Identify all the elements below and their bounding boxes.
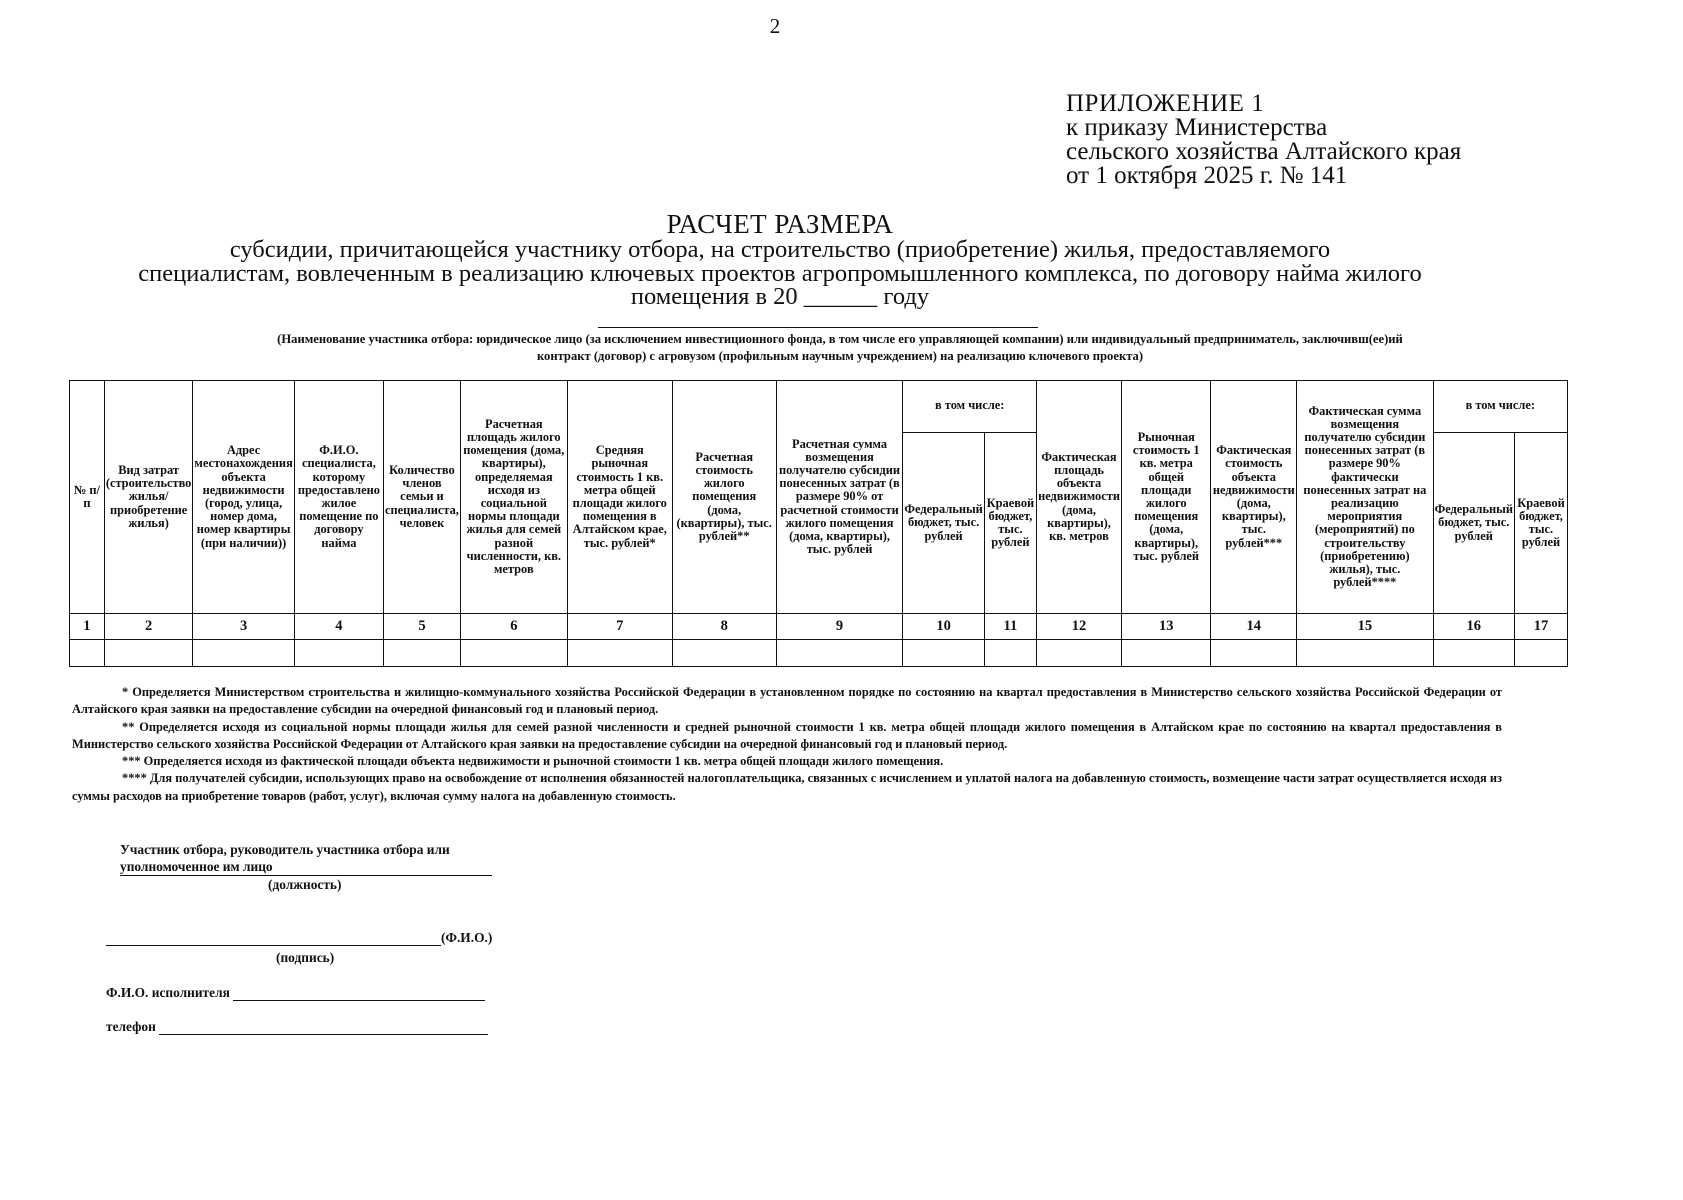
header-cell-16: Федеральный бюджет, тыс. рублей xyxy=(1433,433,1514,614)
header-cell-14: Фактическая стоимость объекта недвижимости (дома, квартиры), тыс. рублей*** xyxy=(1211,381,1297,614)
column-number: 15 xyxy=(1297,614,1433,640)
column-number: 9 xyxy=(776,614,903,640)
column-number: 8 xyxy=(672,614,776,640)
fio-row xyxy=(106,930,492,946)
table-cell xyxy=(1297,640,1433,667)
column-number: 5 xyxy=(384,614,461,640)
table-cell xyxy=(294,640,383,667)
document-title-line-3: помещения в 20 ______ году xyxy=(630,283,930,310)
phone-row xyxy=(106,1019,488,1035)
header-cell-9: Расчетная сумма возмещения получателю субсидии понесенных затрат (в размере 90% от расчетной стоимости жилого помещения (дома, квартиры), тыс. рублей xyxy=(776,381,903,614)
participant-name-line xyxy=(598,327,1038,328)
table-cell xyxy=(672,640,776,667)
document-title-main: РАСЧЕТ РАЗМЕРА xyxy=(666,209,894,239)
column-number: 13 xyxy=(1122,614,1211,640)
position-line xyxy=(120,859,492,876)
table-cell xyxy=(567,640,672,667)
header-cell-5: Количество членов семьи и специалиста, человек xyxy=(384,381,461,614)
column-number: 10 xyxy=(903,614,984,640)
table-cell xyxy=(1433,640,1514,667)
table-cell xyxy=(193,640,294,667)
column-number: 16 xyxy=(1433,614,1514,640)
participant-label-line-2-text: уполномоченное им лицо xyxy=(120,859,273,874)
table-cell xyxy=(984,640,1036,667)
header-cell-7: Средняя рыночная стоимость 1 кв. метра общей площади жилого помещения в Алтайском крае, тыс. рублей* xyxy=(567,381,672,614)
table-cell xyxy=(384,640,461,667)
footnotes xyxy=(72,684,1502,805)
header-cell-1: № п/п xyxy=(70,381,105,614)
subsidy-calculation-table xyxy=(69,380,1568,667)
column-number: 7 xyxy=(567,614,672,640)
column-number: 6 xyxy=(460,614,567,640)
footnote-4: **** Для получателей субсидии, использующих право на освобождение от исполнения обязанностей налогоплательщика, связанных с исчислением и уплатой налога на добавленную стоимость, возмещение части затрат осуществляется исходя из суммы расходов на приобретение товаров (работ, услуг), включая сумму налога на добавленную стоимость. xyxy=(72,771,1502,803)
header-group-including-1: в том числе: xyxy=(903,381,1037,433)
appendix-title: ПРИЛОЖЕНИЕ 1 xyxy=(1066,90,1265,117)
header-cell-4: Ф.И.О. специалиста, которому предоставлено жилое помещение по договору найма xyxy=(294,381,383,614)
participant-label-line-2 xyxy=(120,859,492,876)
document-title-line-2: специалистам, вовлеченным в реализацию ключевых проектов агропромышленного комплекса, по договору найма жилого xyxy=(138,259,1422,287)
table-cell xyxy=(70,640,105,667)
footnote-1: * Определяется Министерством строительства и жилищно-коммунального хозяйства Российской Федерации в установленном порядке по состоянию на квартал предоставления в Министерство сельского хозяйства Российской Федерации от Алтайского края заявки на предоставление субсидии на очередной финансовый год и плановый период. xyxy=(72,685,1502,717)
header-cell-6: Расчетная площадь жилого помещения (дома, квартиры), определяемая исходя из социальной нормы площади жилья для семей разной численности, кв. метров xyxy=(460,381,567,614)
fio-line xyxy=(106,931,441,946)
table-header-row xyxy=(70,381,1568,433)
executor-row xyxy=(106,985,485,1001)
participant-label-line-1: Участник отбора, руководитель участника отбора или xyxy=(120,842,450,857)
header-group-including-2: в том числе: xyxy=(1433,381,1567,433)
footnote-2: ** Определяется исходя из социальной нормы площади жилья для семей разной численности и средней рыночной стоимости 1 кв. метра общей площади жилого помещения в Алтайском крае по состоянию на квартал предоставления в Министерство сельского хозяйства Российской Федерации от Алтайского края заявки на предоставление субсидии на очередной финансовый год и плановый период. xyxy=(72,719,1502,751)
table-cell xyxy=(104,640,193,667)
participant-note-line-1: (Наименование участника отбора: юридическое лицо (за исключением инвестиционного фонда, в том числе его управляющей компании) или индивидуальный предприниматель, заключивш(ее)ий xyxy=(277,332,1403,346)
document-title-line-1: субсидии, причитающейся участнику отбора, на строительство (приобретение) жилья, предоставляемого xyxy=(229,236,1331,263)
header-cell-17: Краевой бюджет, тыс. рублей xyxy=(1514,433,1567,614)
participant-note xyxy=(150,331,1530,365)
column-number: 4 xyxy=(294,614,383,640)
fio-caption: (Ф.И.О.) xyxy=(441,930,493,945)
appendix-block xyxy=(1066,92,1461,188)
column-number: 14 xyxy=(1211,614,1297,640)
appendix-line-2: сельского хозяйства Алтайского края xyxy=(1066,138,1462,165)
document-title xyxy=(60,210,1500,309)
table-cell xyxy=(1211,640,1297,667)
executor-label: Ф.И.О. исполнителя xyxy=(106,985,230,1000)
column-number-row xyxy=(70,614,1568,640)
table-cell xyxy=(460,640,567,667)
table-cell xyxy=(1514,640,1567,667)
appendix-line-1: к приказу Министерства xyxy=(1066,114,1328,141)
participant-note-line-2: контракт (договор) с агровузом (профильным научным учреждением) на реализацию ключевого проекта) xyxy=(536,349,1144,363)
header-cell-12: Фактическая площадь объекта недвижимости (дома, квартиры), кв. метров xyxy=(1037,381,1122,614)
column-number: 12 xyxy=(1037,614,1122,640)
header-cell-8: Расчетная стоимость жилого помещения (дома, (квартиры), тыс. рублей** xyxy=(672,381,776,614)
column-number: 3 xyxy=(193,614,294,640)
phone-line xyxy=(159,1020,488,1035)
table-cell xyxy=(1122,640,1211,667)
position-caption: (должность) xyxy=(268,877,342,892)
header-cell-10: Федеральный бюджет, тыс. рублей xyxy=(903,433,984,614)
header-cell-3: Адрес местонахождения объекта недвижимости (город, улица, номер дома, номер квартиры (при наличии)) xyxy=(193,381,294,614)
column-number: 11 xyxy=(984,614,1036,640)
header-cell-13: Рыночная стоимость 1 кв. метра общей площади жилого помещения (дома, квартиры), тыс. рублей xyxy=(1122,381,1211,614)
page-number: 2 xyxy=(769,14,781,38)
header-cell-11: Краевой бюджет, тыс. рублей xyxy=(984,433,1036,614)
phone-label: телефон xyxy=(106,1019,156,1034)
table-cell xyxy=(903,640,984,667)
footnote-3: *** Определяется исходя из фактической площади объекта недвижимости и рыночной стоимости 1 кв. метра общей площади жилого помещения. xyxy=(122,754,944,769)
column-number: 2 xyxy=(104,614,193,640)
table-cell xyxy=(1037,640,1122,667)
table-cell xyxy=(776,640,903,667)
header-cell-2: Вид затрат (строительство жилья/приобретение жилья) xyxy=(104,381,193,614)
column-number: 1 xyxy=(70,614,105,640)
header-cell-15: Фактическая сумма возмещения получателю субсидии понесенных затрат (в размере 90% фактически понесенных затрат на реализацию мероприятия (мероприятий) по строительству (приобретению) жилья), тыс. рублей**** xyxy=(1297,381,1433,614)
executor-line xyxy=(233,986,485,1001)
appendix-line-3: от 1 октября 2025 г. № 141 xyxy=(1066,162,1348,189)
signature-caption: (подпись) xyxy=(276,950,335,965)
column-number: 17 xyxy=(1514,614,1567,640)
table-data-row xyxy=(70,640,1568,667)
